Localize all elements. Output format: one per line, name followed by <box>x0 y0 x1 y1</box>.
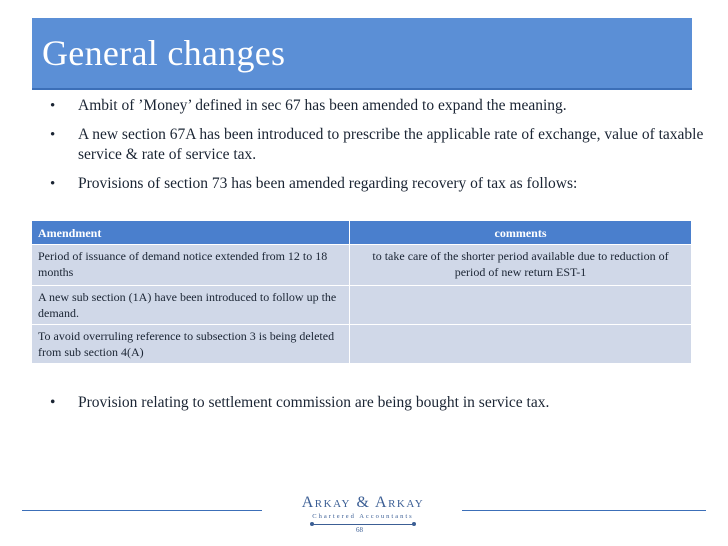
table-cell: To avoid overruling reference to subsection 3 is being deleted from sub section 4(A) <box>32 325 350 364</box>
bullet-icon: • <box>50 176 56 192</box>
logo-tagline: Chartered Accountants <box>312 513 414 520</box>
logo-name: Arkay & Arkay <box>301 494 425 511</box>
company-logo <box>270 494 456 525</box>
header-amendment: Amendment <box>32 221 350 245</box>
table-row <box>32 325 692 364</box>
table-cell <box>350 325 692 364</box>
bullet-item <box>44 125 704 165</box>
table-cell: A new sub section (1A) have been introduced to follow up the demand. <box>32 286 350 325</box>
bullet-icon: • <box>50 98 56 114</box>
bullet-text: Ambit of ’Money’ defined in sec 67 has been amended to expand the meaning. <box>78 97 567 114</box>
page-number: 68 <box>356 526 363 534</box>
title-bar <box>32 18 692 90</box>
page-title: General changes <box>42 33 286 73</box>
amendment-table <box>32 221 692 363</box>
table-row <box>32 286 692 325</box>
logo-rule <box>313 524 413 525</box>
header-comments: comments <box>350 221 692 245</box>
table-cell: to take care of the shorter period available due to reduction of period of new return EST-1 <box>350 245 692 286</box>
bullet-item <box>44 393 704 413</box>
footer-divider-left <box>22 510 262 511</box>
table-header-row <box>32 221 692 245</box>
bullet-text: A new section 67A has been introduced to prescribe the applicable rate of exchange, value of taxable service & rate of service tax. <box>78 126 704 163</box>
bullet-item <box>44 174 704 194</box>
final-bullet-list <box>44 393 704 413</box>
bullet-text: Provision relating to settlement commission are being bought in service tax. <box>78 394 550 411</box>
table-cell: Period of issuance of demand notice extended from 12 to 18 months <box>32 245 350 286</box>
footer-divider-right <box>462 510 706 511</box>
bullet-list <box>44 96 704 203</box>
bullet-text: Provisions of section 73 has been amended regarding recovery of tax as follows: <box>78 175 578 192</box>
bullet-icon: • <box>50 394 56 411</box>
bullet-icon: • <box>50 127 56 143</box>
table-cell <box>350 286 692 325</box>
table-row <box>32 245 692 286</box>
bullet-item <box>44 96 704 116</box>
